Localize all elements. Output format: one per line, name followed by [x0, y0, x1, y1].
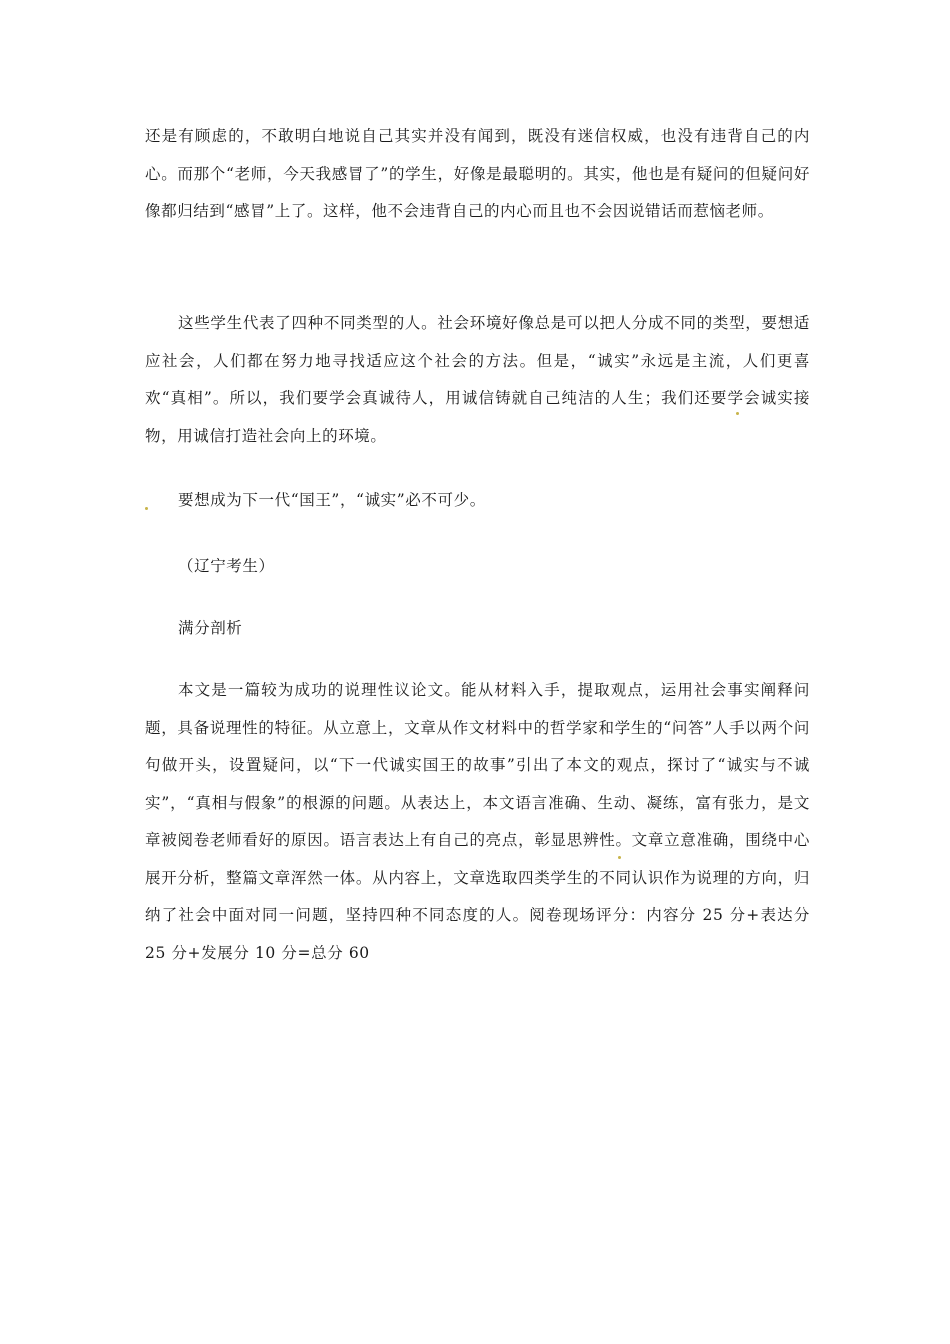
- stray-dot-mark: [618, 856, 621, 859]
- stray-dot-mark: [145, 507, 148, 510]
- paragraph-conclusion: 要想成为下一代“国王”，“诚实”必不可少。: [178, 491, 486, 509]
- section-heading-analysis: 满分剖析: [178, 619, 243, 637]
- paragraph-body-2: 这些学生代表了四种不同类型的人。社会环境好像总是可以把人分成不同的类型，要想适应社会，人们都在努力地寻找适应这个社会的方法。但是，“诚实”永远是主流，人们更喜欢“真相”。所以，我们要学会真诚待人，用诚信铸就自己纯洁的人生；我们还要学会诚实接物，用诚信打造社会向上的环境。: [145, 314, 810, 445]
- paragraph-analysis: 本文是一篇较为成功的说理性议论文。能从材料入手，提取观点，运用社会事实阐释问题，具备说理性的特征。从立意上，文章从作文材料中的哲学家和学生的“问答”人手以两个问句做开头，设置疑问，以“下一代诚实国王的故事”引出了本文的观点，探讨了“诚实与不诚实”，“真相与假象”的根源的问题。从表达上，本文语言准确、生动、凝练，富有张力，是文章被阅卷老师看好的原因。语言表达上有自己的亮点，彰显思辨性。文章立意准确，围绕中心展开分析，整篇文章浑然一体。从内容上，文章选取四类学生的不同认识作为说理的方向，归纳了社会中面对同一问题，坚持四种不同态度的人。阅卷现场评分：内容分 25 分+表达分 25 分+发展分 10 分=总分 60: [145, 681, 810, 962]
- paragraph-body-1: 还是有顾虑的，不敢明白地说自己其实并没有闻到，既没有迷信权威，也没有违背自己的内心。而那个“老师，今天我感冒了”的学生，好像是最聪明的。其实，他也是有疑问的但疑问好像都归结到“感冒”上了。这样，他不会违背自己的内心而且也不会因说错话而惹恼老师。: [145, 127, 810, 220]
- author-attribution: （辽宁考生）: [178, 557, 275, 575]
- stray-dot-mark: [736, 412, 739, 415]
